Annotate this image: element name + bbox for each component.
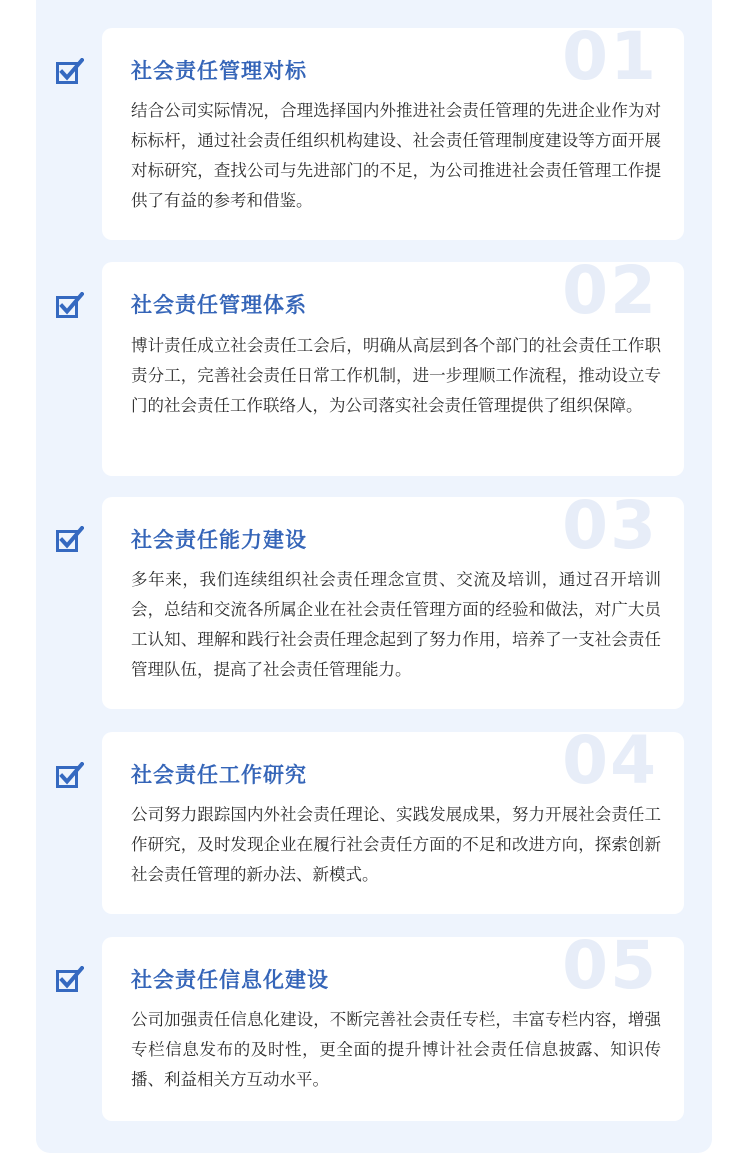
checkbox-checked-icon: [56, 526, 84, 552]
section-body-5: 公司加强责任信息化建设，不断完善社会责任专栏，丰富专栏内容，增强专栏信息发布的及时性，更全面的提升博计社会责任信息披露、知识传播、利益相关方互动水平。: [131, 1010, 661, 1089]
section-title-1: 社会责任管理对标: [131, 59, 307, 83]
checkbox-checked-icon: [56, 762, 84, 788]
section-body-2: 博计责任成立社会责任工会后，明确从高层到各个部门的社会责任工作职责分工，完善社会责任日常工作机制，进一步理顺工作流程，推动设立专门的社会责任工作联络人，为公司落实社会责任管理提供了组织保障。: [131, 336, 661, 415]
checkbox-checked-icon: [56, 292, 84, 318]
section-number-1: 01: [562, 18, 658, 95]
section-number-5: 05: [562, 927, 658, 1004]
section-title-4: 社会责任工作研究: [131, 763, 307, 787]
checkbox-checked-icon: [56, 58, 84, 84]
section-number-2: 02: [562, 252, 658, 329]
section-title-5: 社会责任信息化建设: [131, 968, 329, 992]
section-number-4: 04: [562, 722, 658, 799]
section-body-1: 结合公司实际情况，合理选择国内外推进社会责任管理的先进企业作为对标标杆，通过社会责任组织机构建设、社会责任管理制度建设等方面开展对标研究，查找公司与先进部门的不足，为公司推进社会责任管理工作提供了有益的参考和借鉴。: [131, 101, 661, 210]
section-body-3: 多年来，我们连续组织社会责任理念宣贯、交流及培训，通过召开培训会，总结和交流各所属企业在社会责任管理方面的经验和做法，对广大员工认知、理解和践行社会责任理念起到了努力作用，培养了一支社会责任管理队伍，提高了社会责任管理能力。: [131, 570, 661, 679]
checkbox-checked-icon: [56, 966, 84, 992]
section-body-4: 公司努力跟踪国内外社会责任理论、实践发展成果，努力开展社会责任工作研究，及时发现企业在履行社会责任方面的不足和改进方向，探索创新社会责任管理的新办法、新模式。: [131, 805, 661, 884]
section-number-3: 03: [562, 487, 658, 564]
section-title-2: 社会责任管理体系: [131, 293, 307, 317]
section-title-3: 社会责任能力建设: [131, 528, 307, 552]
